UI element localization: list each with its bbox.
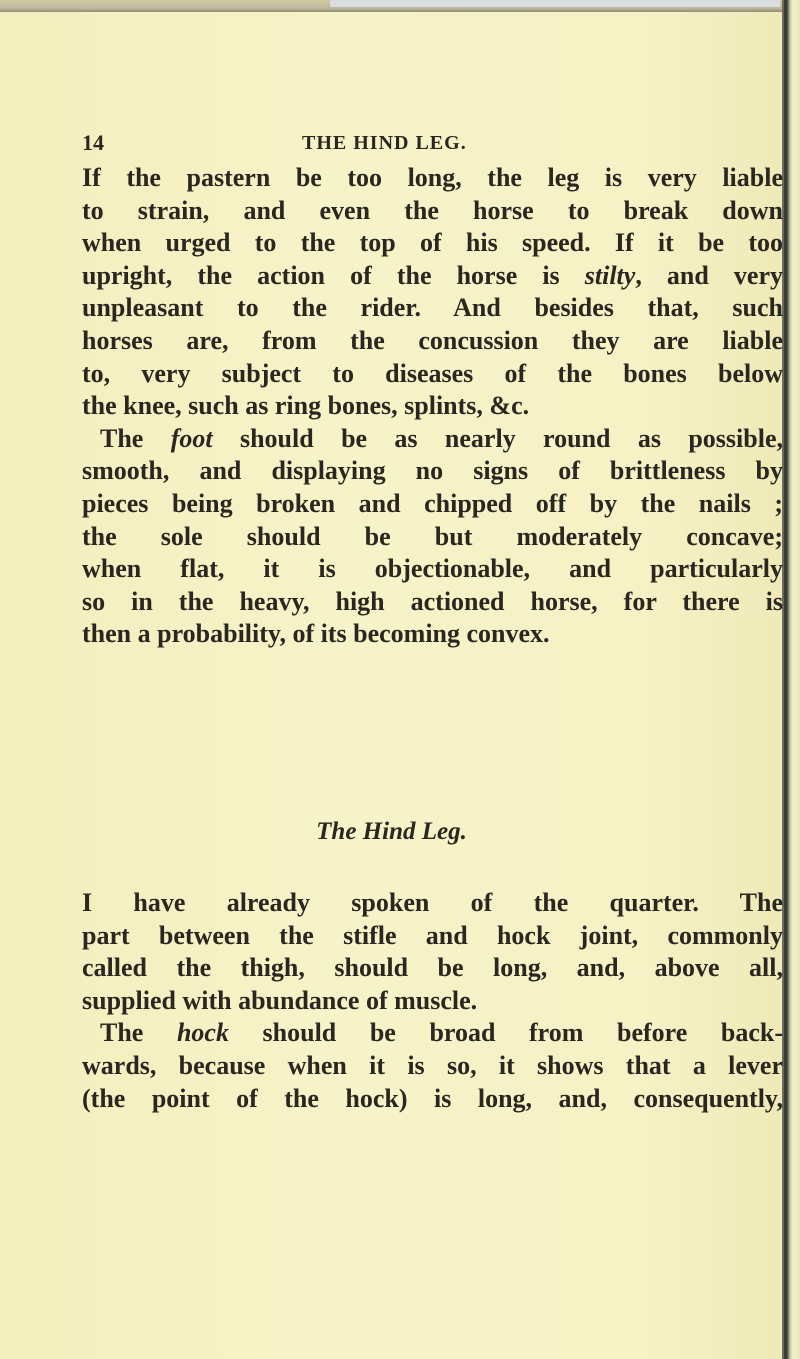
text-line [82,586,783,619]
text-line [82,521,783,554]
italic-word: hock [176,1018,229,1048]
text-segment: (the point of the hock) is long, and, consequently, [82,1083,783,1113]
text-segment: unpleasant to the rider. And besides that, such [82,293,783,323]
text-line [82,985,783,1018]
text-segment: the sole should be but moderately concave; [82,521,783,551]
text-segment: wards, because when it is so, it shows that a lever [82,1050,783,1080]
text-segment: The [100,1018,177,1048]
text-segment: to, very subject to diseases of the bones below [82,358,783,388]
text-line [82,260,783,293]
text-line [82,553,783,586]
text-segment: when flat, it is objectionable, and particularly [82,554,783,584]
text-segment: called the thigh, should be long, and, above all, [82,953,783,983]
page-header [82,130,782,162]
text-line [82,358,783,391]
text-line [82,227,783,260]
text-segment: supplied with abundance of muscle. [82,985,478,1015]
text-line [82,292,783,325]
italic-word: stilty [584,260,636,290]
text-segment: so in the heavy, high actioned horse, for there is [82,586,783,616]
text-line [82,920,783,953]
text-segment: If the pastern be too long, the leg is very liable [82,163,783,192]
paragraphs-pastern-foot [82,162,783,651]
text-segment: upright, the action of the horse is [82,260,585,290]
text-segment: , and very [635,260,783,290]
text-line [82,1083,783,1116]
text-line [82,325,783,358]
text-segment: the knee, such as ring bones, splints, &c. [82,391,530,421]
text-line [82,887,783,920]
text-line [82,162,783,195]
text-segment: to strain, and even the horse to break down [82,195,783,225]
text-segment: should be as nearly round as possible, [212,423,783,453]
text-segment: should be broad from before back- [228,1018,783,1048]
text-segment: smooth, and displaying no signs of brittleness by [82,456,783,486]
text-line [82,195,783,228]
text-segment: pieces being broken and chipped off by the nails ; [82,488,783,518]
book-binding-edge [782,0,800,1359]
italic-word: foot [170,423,213,453]
text-segment: The [100,423,171,453]
text-segment: horses are, from the concussion they are liable [82,325,783,355]
section-heading: The Hind Leg. [316,818,467,845]
page-number: 14 [82,130,104,155]
running-head: THE HIND LEG. [302,132,467,154]
text-segment: part between the stifle and hock joint, commonly [82,920,783,950]
text-segment: I have already spoken of the quarter. The [82,888,783,917]
text-line [82,1017,783,1050]
text-segment: when urged to the top of his speed. If it be too [82,228,783,258]
text-line [82,488,783,521]
text-segment: then a probability, of its becoming convex. [82,619,550,649]
text-line [82,423,783,456]
paragraphs-hind-leg [82,887,783,1115]
text-line [82,455,783,488]
scan-top-edge [0,0,800,12]
text-line [82,390,783,423]
text-line [82,952,783,985]
text-line [82,618,783,651]
text-line [82,1050,783,1083]
